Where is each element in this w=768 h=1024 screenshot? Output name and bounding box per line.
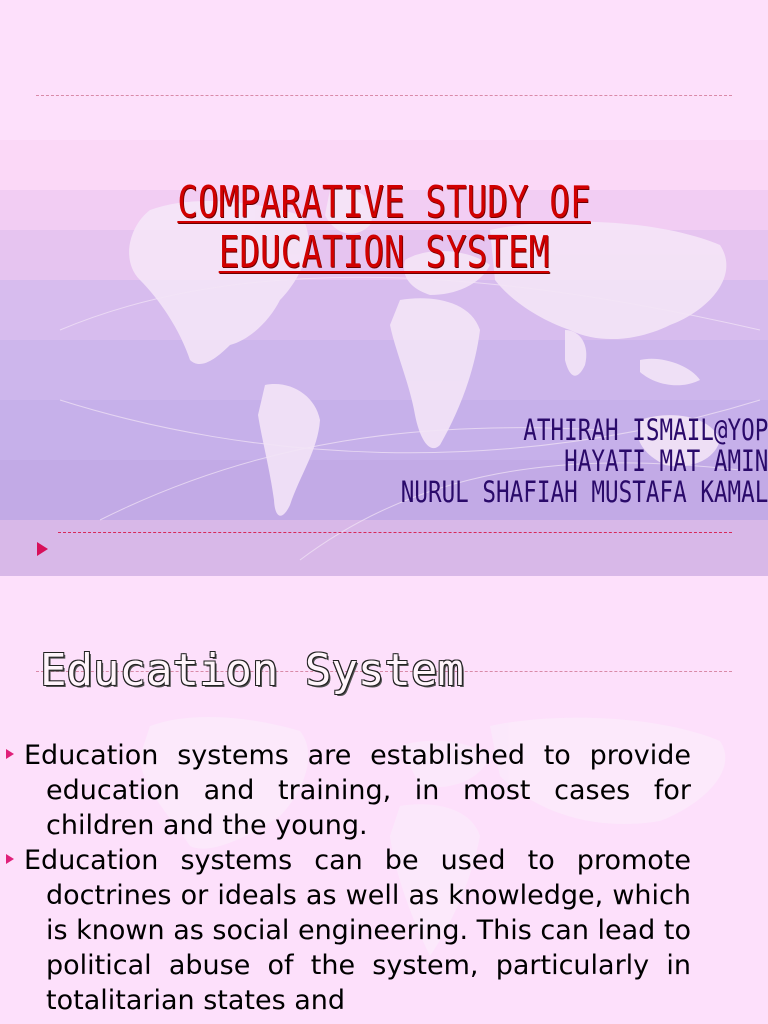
bullet-list (0, 738, 768, 1018)
bullet-text-1: Education systems are established to provide education and training, in most cases for children and the young. (24, 740, 691, 841)
author-2: HAYATI MAT AMIN (563, 444, 768, 478)
bullet-arrow-icon (6, 749, 14, 759)
bullet-arrow-icon (6, 854, 14, 864)
content-slide (0, 576, 768, 1024)
bullet-text-2: Education systems can be used to promote doctrines or ideals as well as knowledge, which is known as social engineering. This can lead to political abuse of the system, particularly in totalitarian states and (24, 845, 691, 1016)
author-3: NURUL SHAFIAH MUSTAFA KAMAL (400, 475, 768, 509)
section-heading: Education System (40, 645, 464, 696)
top-divider (36, 95, 732, 96)
author-list (400, 415, 768, 508)
list-item (0, 843, 768, 1018)
bottom-divider (58, 532, 732, 533)
author-1: ATHIRAH ISMAIL@YOP (522, 413, 768, 447)
slide-title (84, 178, 683, 278)
title-line-1: COMPARATIVE STUDY OF (177, 177, 591, 228)
title-line-2: EDUCATION SYSTEM (218, 227, 550, 278)
list-item (0, 738, 768, 843)
play-arrow-icon (37, 542, 48, 556)
